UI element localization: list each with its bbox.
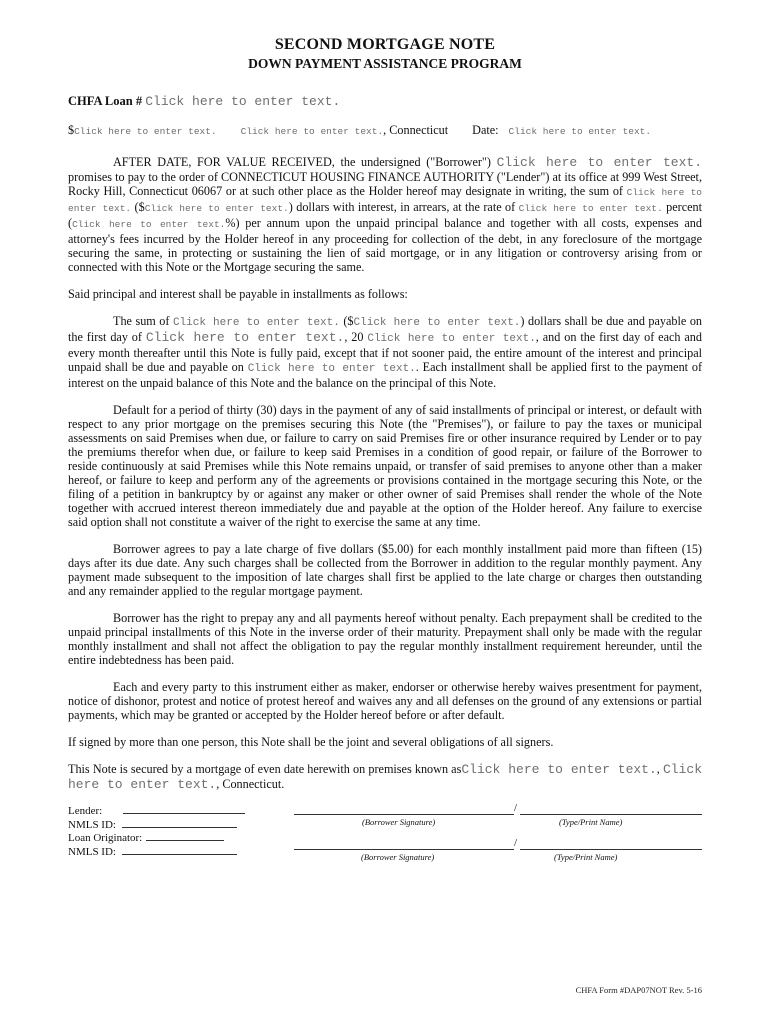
loan-originator-field[interactable] [146,831,224,841]
nmls-id-field-2[interactable] [122,845,237,855]
sum-words-field[interactable]: Click here to enter text. [68,187,703,214]
installment-text-6: . Each installment shall be applied first to the payment of interest on the unpaid balance of this Note and the balance on the principal of this Note. [68,360,703,390]
installment-text-5: , and on the first day of each and every month thereafter until this Note is fully paid, except that if not sooner paid, the entire amount of the interest and principal unpaid shall be due and payable on [68,330,702,374]
date-label: Date: [472,123,499,137]
paragraph-default: Default for a period of thirty (30) days in the payment of any of said installments of principal or interest, or default with respect to any prior mortgage on the premises securing this Note (the "Premises"), or failure to pay the taxes or municipal assessments on said Premises when due, or failure to carry on said Premises fire or other insurance required by Lender or to pay the premiums therefor when due, or failure to keep said Premises in a condition of good repair, or failure of the Borrower to reside continuously at said Premises while this Note remains unpaid, or transfer of said premises to anyone other than a maker hereof, or failure to keep and perform any of the agreements or provisions contained in the mortgage securing this Note, or the filing of a petition in bankruptcy by or against any maker or other owner of said Premises shall render the whole of the Note together with accrued interest thereon immediately due and payable at the option of the Holder hereof. Any failure to exercise said option shall not constitute a waiver of the right to exercise the same at any time. [68,403,702,529]
loan-number-row [68,94,702,109]
installment-text-1: The sum of [113,314,170,328]
borrower-signature-caption-1: (Borrower Signature) [362,817,436,827]
document-subtitle: DOWN PAYMENT ASSISTANCE PROGRAM [248,56,522,71]
document-page [68,36,702,874]
paragraph-prepayment: Borrower has the right to prepay any and all payments hereof without penalty. Each prepayment shall be credited to the unpaid principal installments of this Note in the inverse order of their maturity. Prepayment shall only be made with the regular monthly installment and shall not affect the obligation to pay the regular monthly installment requirement hereunder, until the entire indebtedness has been paid. [68,611,702,667]
premises-text-2: , [656,762,660,776]
lender-field[interactable] [123,804,245,814]
nmls-id-label-1: NMLS ID: [68,818,116,831]
lender-info [68,804,268,858]
promise-text-4: ) dollars with interest, in arrears, at the rate of [288,200,516,214]
installment-sum-words-field[interactable]: Click here to enter text. [172,317,340,329]
promise-text-1: AFTER DATE, FOR VALUE RECEIVED, the undersigned ("Borrower") [113,155,491,169]
document-title: SECOND MORTGAGE NOTE [274,36,496,53]
borrower-name-field[interactable]: Click here to enter text. [496,155,702,170]
installment-text-3: ) dollars shall be due and payable on the first day of [68,314,703,344]
form-number-footer: CHFA Form #DAP07NOT Rev. 5-16 [575,985,702,995]
first-payment-year-field[interactable]: Click here to enter text. [367,333,536,345]
promise-text-6: %) per annum upon the unpaid principal balance and together with all costs, expenses and attorney's fees incurred by the Holder hereof in any proceeding for collection of the debt, in any foreclosure of the mortgage securing the same, in protecting or sustaining the lien of said mortgage, or in any litigation or controversy arising from or connected with this Note or the Mortgage securing the same. [68,216,702,274]
paragraph-premises [68,762,702,792]
date-field[interactable]: Click here to enter text. [508,126,652,137]
paragraph-promise [68,155,702,274]
connecticut-label: , Connecticut [383,123,449,137]
first-payment-month-field[interactable]: Click here to enter text. [145,330,345,345]
paragraph-installments-intro: Said principal and interest shall be payable in installments as follows: [68,287,408,301]
premises-text-1: This Note is secured by a mortgage of even date herewith on premises known as [68,762,462,776]
paragraph-late-charge: Borrower agrees to pay a late charge of five dollars ($5.00) for each monthly installment paid more than fifteen (15) days after its due date. Any such charges shall be collected from the Borrower in addition to the regular monthly payment. Any payment made subsequent to the imposition of late charges shall first be applied to the late charge or charges then outstanding and any remainder applied to the regular mortgage payment. [68,542,702,598]
installment-text-2: ($ [343,314,354,328]
print-name-caption-1: (Type/Print Name) [559,817,623,827]
loan-number-field[interactable]: Click here to enter text. [145,94,341,109]
nmls-id-label-2: NMLS ID: [68,845,116,858]
promise-text-2: promises to pay to the order of CONNECTICUT HOUSING FINANCE AUTHORITY ("Lender") at its office at 999 West Street, Rocky Hill, Connecticut 06067 or at such other place as the Holder hereof may designate in writing, the sum of [68,170,702,198]
signature-block [68,804,702,874]
installment-sum-number-field[interactable]: Click here to enter text. [353,317,521,329]
town-field[interactable]: Click here to enter text. [240,126,384,137]
paragraph-installments [68,314,702,390]
premises-text-3: , Connecticut. [216,777,285,791]
lender-label: Lender: [68,805,103,817]
borrower-signature-caption-2: (Borrower Signature) [361,852,435,862]
print-name-line-2[interactable] [520,849,702,850]
loan-number-label: CHFA Loan # [68,94,143,108]
nmls-id-field-1[interactable] [122,818,237,828]
borrower-signature-line-2[interactable] [294,849,514,850]
amount-town-date-row [68,123,702,139]
promise-text-3: ($ [134,200,145,214]
print-name-caption-2: (Type/Print Name) [554,852,618,862]
paragraph-waiver: Each and every party to this instrument either as maker, endorser or otherwise hereby waives presentment for payment, notice of dishonor, protest and notice of protest hereof and waives any and all defenses on the ground of any extensions or partial payments, which may be granted or accepted by the Holder hereof before or after default. [68,680,702,722]
signature-slash-2: / [514,837,518,849]
signature-slash-1: / [514,802,518,814]
sum-number-field[interactable]: Click here to enter text. [144,203,289,214]
maturity-date-field[interactable]: Click here to enter text. [247,363,416,375]
installment-text-4: , 20 [344,330,364,344]
print-name-line-1[interactable] [520,814,702,815]
interest-rate-number-field[interactable]: Click here to enter text. [72,219,226,230]
dollar-sign: $ [68,123,75,137]
premises-town-field[interactable]: Click here to enter text. [68,762,702,792]
premises-address-field[interactable]: Click here to enter text. [461,762,657,777]
borrower-signature-line-1[interactable] [294,814,514,815]
paragraph-joint-obligation: If signed by more than one person, this Note shall be the joint and several obligations of all signers. [68,735,554,749]
promise-text-5: percent ( [68,200,703,230]
amount-field[interactable]: Click here to enter text. [74,126,217,137]
interest-rate-words-field[interactable]: Click here to enter text. [518,203,663,214]
loan-originator-label: Loan Originator: [68,832,143,844]
